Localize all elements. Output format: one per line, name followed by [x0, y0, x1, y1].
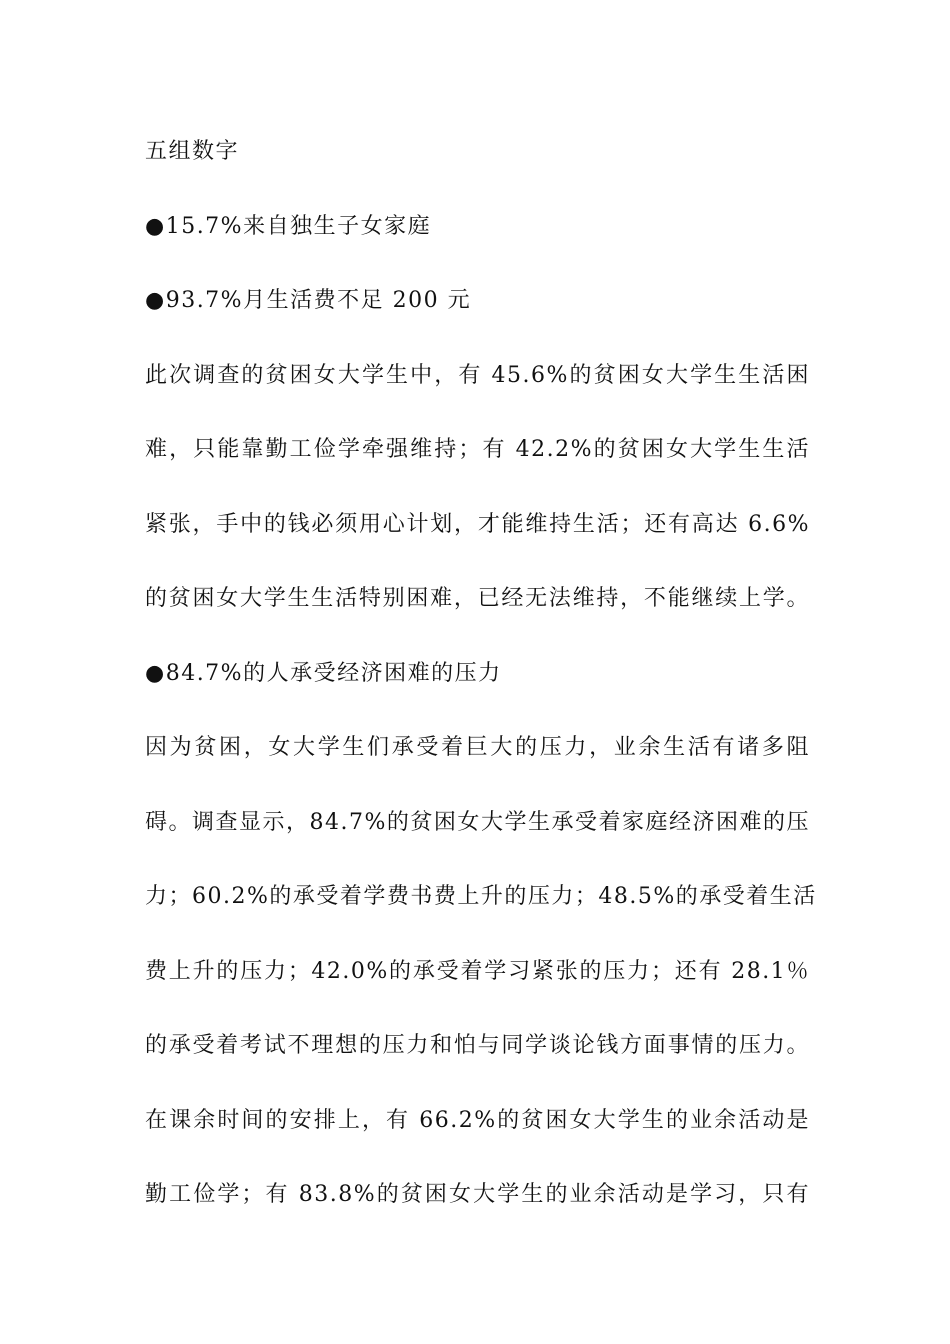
bullet-point: ●93.7%月生活费不足 200 元 — [145, 288, 472, 313]
paragraph-line: 勤工俭学；有 83.8%的贫困女大学生的业余活动是学习，只有 — [145, 1182, 810, 1207]
paragraph-line: 费上升的压力；42.0%的承受着学习紧张的压力；还有 28.1％ — [145, 958, 810, 984]
paragraph-line: 难，只能靠勤工俭学牵强维持；有 42.2%的贫困女大学生生活 — [145, 437, 810, 462]
paragraph-line: 的承受着考试不理想的压力和怕与同学谈论钱方面事情的压力。 — [145, 1033, 810, 1058]
paragraph-line: 紧张，手中的钱必须用心计划，才能维持生活；还有高达 6.6% — [145, 511, 810, 537]
document-body — [145, 127, 817, 1245]
bullet-point: ●15.7%来自独生子女家庭 — [145, 213, 432, 239]
bullet-point: ●84.7%的人承受经济困难的压力 — [145, 660, 502, 686]
paragraph-line: 此次调查的贫困女大学生中，有 45.6%的贫困女大学生生活困 — [145, 362, 810, 388]
paragraph-line: 力；60.2%的承受着学费书费上升的压力；48.5%的承受着生活 — [145, 884, 817, 909]
paragraph-line: 在课余时间的安排上，有 66.2%的贫困女大学生的业余活动是 — [145, 1107, 810, 1133]
paragraph-line: 碍。调查显示，84.7%的贫困女大学生承受着家庭经济困难的压 — [145, 809, 810, 835]
section-heading: 五组数字 — [145, 139, 240, 164]
paragraph-line: 因为贫困，女大学生们承受着巨大的压力，业余生活有诸多阻 — [145, 735, 810, 760]
paragraph-line: 的贫困女大学生生活特别困难，已经无法维持，不能继续上学。 — [145, 586, 810, 611]
